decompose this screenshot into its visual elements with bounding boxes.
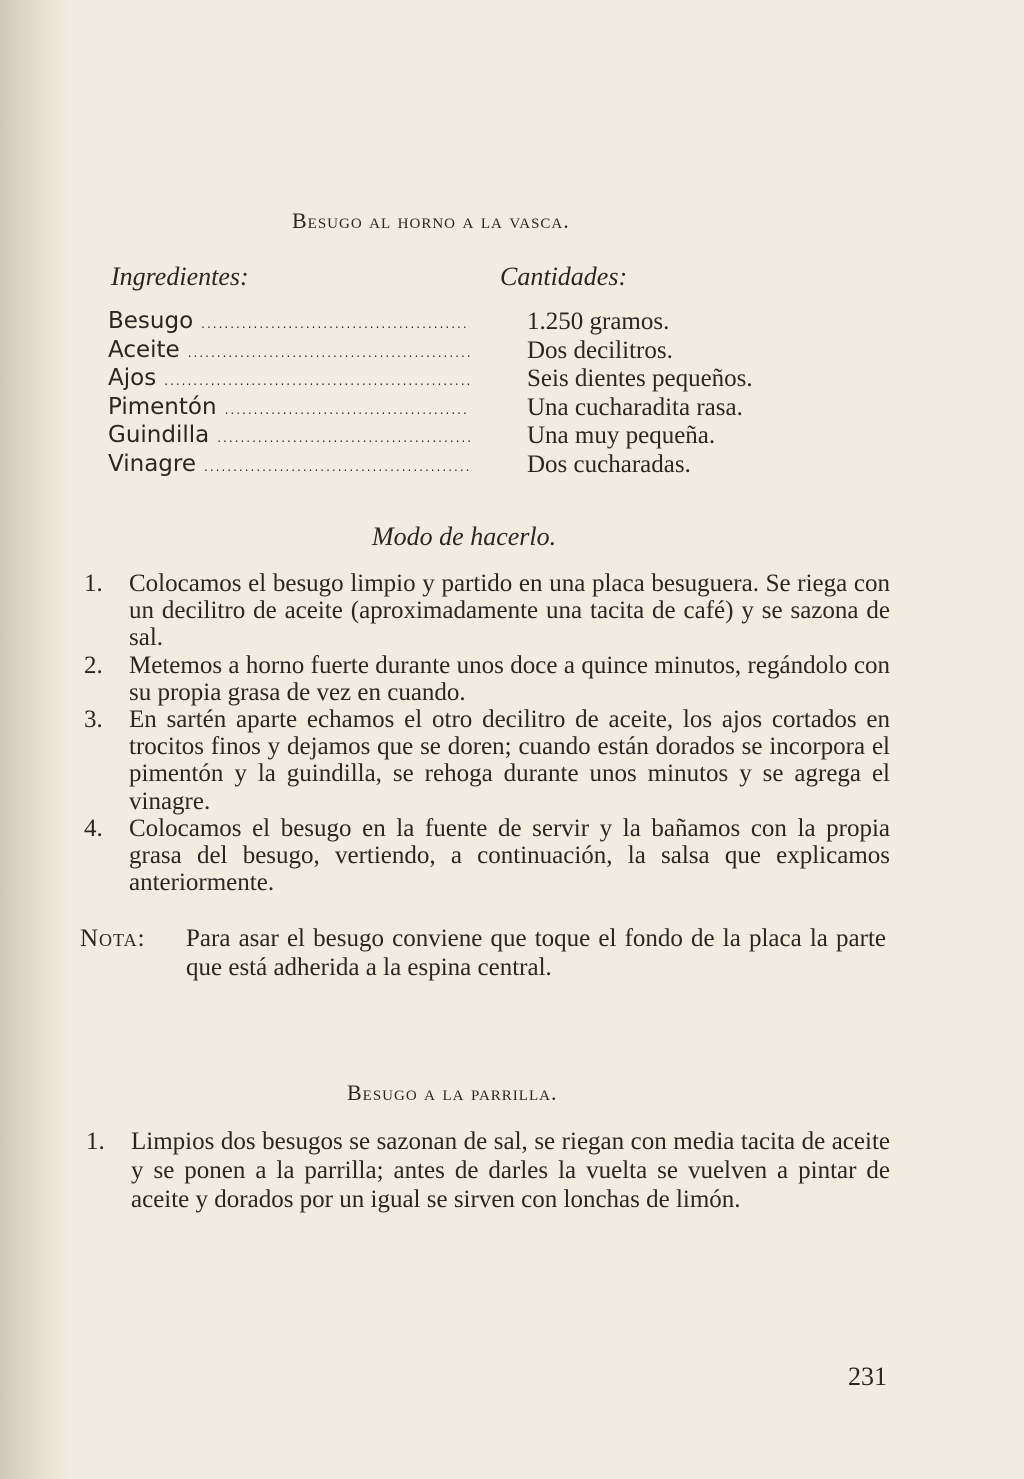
ingredient-quantity: Dos cucharadas.	[527, 450, 691, 478]
ingredient-list	[108, 308, 470, 480]
method-step	[84, 652, 890, 706]
ingredient-name: Ajos	[108, 365, 157, 392]
ingredient-name: Guindilla	[108, 422, 210, 449]
quantity-list	[527, 308, 753, 480]
book-spine-shadow	[0, 0, 70, 1479]
ingredient-name: Vinagre	[108, 450, 196, 477]
method-steps	[84, 570, 890, 896]
ingredient-quantity: Seis dientes pequeños.	[527, 365, 753, 393]
ingredient-row	[108, 422, 470, 451]
step-number: 1.	[84, 570, 103, 597]
dot-leader	[217, 431, 470, 445]
quantities-header: Cantidades:	[500, 262, 628, 291]
ingredient-quantity: Dos decilitros.	[527, 336, 673, 364]
ingredient-quantity: Una cucharadita rasa.	[527, 393, 743, 421]
step-number: 1.	[86, 1128, 105, 1155]
step-text: En sartén aparte echamos el otro decilitro de aceite, los ajos cortados en trocitos finos y dejamos que se doren; cuando están dorados se incorpora el pimentón y la guindilla, se rehoga durante unos minutos y se agrega el vinagre.	[129, 706, 890, 815]
method-step	[84, 815, 890, 897]
method-steps-2	[86, 1127, 890, 1214]
step-number: 2.	[84, 651, 103, 679]
dot-leader	[164, 374, 470, 388]
ingredient-name: Aceite	[108, 336, 180, 363]
ingredient-row	[108, 308, 470, 337]
method-step	[84, 570, 890, 652]
step-text: Limpios dos besugos se sazonan de sal, se riegan con media tacita de aceite y se ponen a la parrilla; antes de darles la vuelta se vuelven a pintar de aceite y dorados por un igual se sirven con lonchas de limón.	[131, 1128, 890, 1213]
step-text: Colocamos el besugo en la fuente de servir y la bañamos con la propia grasa del besugo, vertiendo, a continuación, la salsa que explicamos anteriormente.	[129, 814, 890, 897]
dot-leader	[225, 403, 470, 417]
ingredient-quantity: 1.250 gramos.	[527, 308, 670, 335]
recipe-title-besugo-horno: Besugo al horno a la vasca.	[292, 208, 570, 233]
ingredients-header: Ingredientes:	[111, 262, 249, 291]
ingredient-name: Besugo	[108, 308, 194, 334]
recipe-title-besugo-parrilla: Besugo a la parrilla.	[347, 1080, 558, 1105]
page-number: 231	[848, 1362, 887, 1391]
method-header: Modo de hacerlo.	[372, 522, 557, 551]
ingredient-row	[108, 337, 470, 366]
note-label: Nota:	[80, 925, 146, 952]
step-text: Metemos a horno fuerte durante unos doce a quince minutos, regándolo con su propia grasa de vez en cuando.	[129, 651, 890, 706]
step-text: Colocamos el besugo limpio y partido en una placa besuguera. Se riega con un decilitro de aceite (aproximadamente una tacita de café) y se sazona de sal.	[129, 570, 890, 652]
dot-leader	[204, 460, 470, 474]
dot-leader	[201, 317, 470, 331]
method-step	[86, 1127, 890, 1214]
step-number: 3.	[84, 706, 103, 734]
ingredient-row	[108, 365, 470, 394]
step-number: 4.	[84, 814, 103, 842]
ingredient-quantity: Una muy pequeña.	[527, 422, 716, 450]
ingredient-name: Pimentón	[108, 393, 217, 420]
note-block	[80, 924, 886, 982]
ingredient-row	[108, 451, 470, 480]
note-text: Para asar el besugo conviene que toque el fondo de la placa la parte que está adherida a la espina central.	[186, 925, 886, 981]
dot-leader	[188, 346, 470, 360]
ingredient-row	[108, 394, 470, 423]
method-step	[84, 706, 890, 815]
